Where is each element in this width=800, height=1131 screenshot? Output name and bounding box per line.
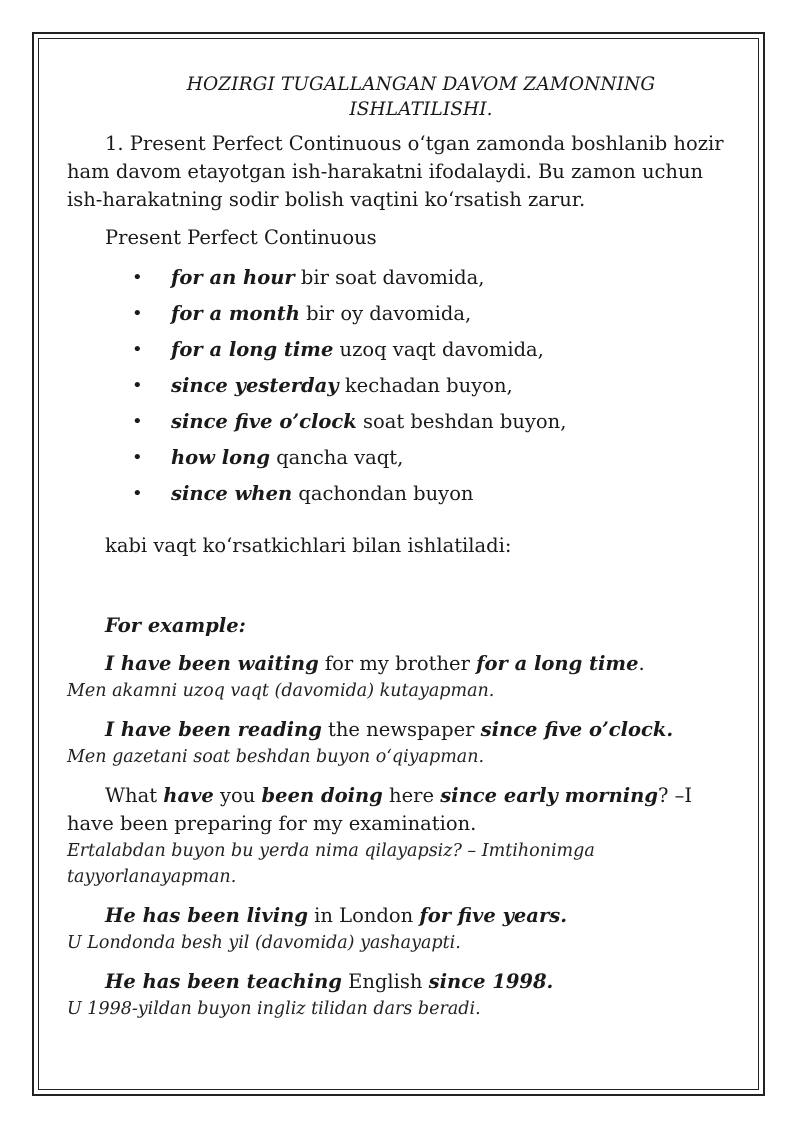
list-item [67,368,737,404]
example-sentence [67,968,737,996]
example-heading: For example: [105,614,246,637]
example-text: . [638,652,645,675]
time-expressions-list [67,260,737,512]
bullet-meaning: bir oy davomida, [299,302,472,325]
list-item [67,260,737,296]
example-translation: Men akamni uzoq vaqt (davomida) kutayapman. [67,681,495,701]
example-translation: U Londonda besh yil (davomida) yashayapti. [67,933,461,953]
example-emphasis: been doing [261,784,383,807]
bullet-icon: • [132,483,143,504]
example-text: What [105,784,164,807]
bullet-meaning: qancha vaqt, [270,446,404,469]
example-emphasis: I have been waiting [105,652,319,675]
example-block [67,716,737,770]
example-block [67,650,737,704]
bullet-term: for a long time [171,338,334,361]
list-item [67,404,737,440]
example-text: English [341,970,429,993]
example-text: for my brother [318,652,477,675]
list-item [67,476,737,512]
example-block [67,782,737,890]
bullet-meaning: bir soat davomida, [294,266,485,289]
example-sentence [67,650,737,678]
example-emphasis: He has been living [105,904,308,927]
bullet-term: how long [171,446,270,469]
example-emphasis: since early morning [440,784,658,807]
example-translation: Men gazetani soat beshdan buyon o‘qiyapman. [67,747,485,767]
example-sentence [67,902,737,930]
example-text: in London [307,904,420,927]
example-sentence [67,716,737,744]
example-emphasis: for five years. [419,904,567,927]
example-text: ? –I have been preparing for my examination. [67,784,693,835]
list-item [67,332,737,368]
page-title [105,72,737,122]
usage-line: kabi vaqt ko‘rsatkichlari bilan ishlatiladi: [105,534,512,557]
bullet-icon: • [132,339,143,360]
bullet-meaning: soat beshdan buyon, [356,410,567,433]
example-translation: Ertalabdan buyon bu yerda nima qilayapsiz? – Imtihonimga tayyorlanayapman. [67,841,595,887]
page-content [67,72,737,1022]
subheading: Present Perfect Continuous [105,226,377,249]
intro-paragraph: 1. Present Perfect Continuous o‘tgan zamonda boshlanib hozir ham davom etayotgan ish-harakatni ifodalaydi. Bu zamon uchun ish-harakatning sodir bolish vaqtini ko‘rsatish zarur. [67,132,724,211]
example-sentence [67,782,737,838]
example-emphasis: since 1998. [428,970,554,993]
bullet-term: since five o’clock [171,410,357,433]
example-block [67,902,737,956]
title-line-2: ISHLATILISHI. [349,99,493,120]
bullet-term: since when [171,482,293,505]
title-line-1: HOZIRGI TUGALLANGAN DAVOM ZAMONNING [186,74,656,95]
bullet-term: since yesterday [171,374,339,397]
example-text: you [213,784,262,807]
example-text: here [382,784,441,807]
list-item [67,440,737,476]
example-emphasis: I have been reading [105,718,322,741]
bullet-icon: • [132,447,143,468]
bullet-icon: • [132,411,143,432]
bullet-meaning: kechadan buyon, [338,374,513,397]
bullet-icon: • [132,303,143,324]
example-emphasis: for a long time [476,652,639,675]
example-text: the newspaper [321,718,481,741]
example-emphasis: have [163,784,214,807]
bullet-meaning: qachondan buyon [292,482,474,505]
list-item [67,296,737,332]
example-emphasis: since five o’clock. [480,718,674,741]
bullet-meaning: uzoq vaqt davomida, [333,338,544,361]
bullet-term: for a month [171,302,300,325]
example-translation: U 1998-yildan buyon ingliz tilidan dars beradi. [67,999,481,1019]
example-emphasis: He has been teaching [105,970,342,993]
bullet-icon: • [132,267,143,288]
example-block [67,968,737,1022]
bullet-term: for an hour [171,266,295,289]
bullet-icon: • [132,375,143,396]
